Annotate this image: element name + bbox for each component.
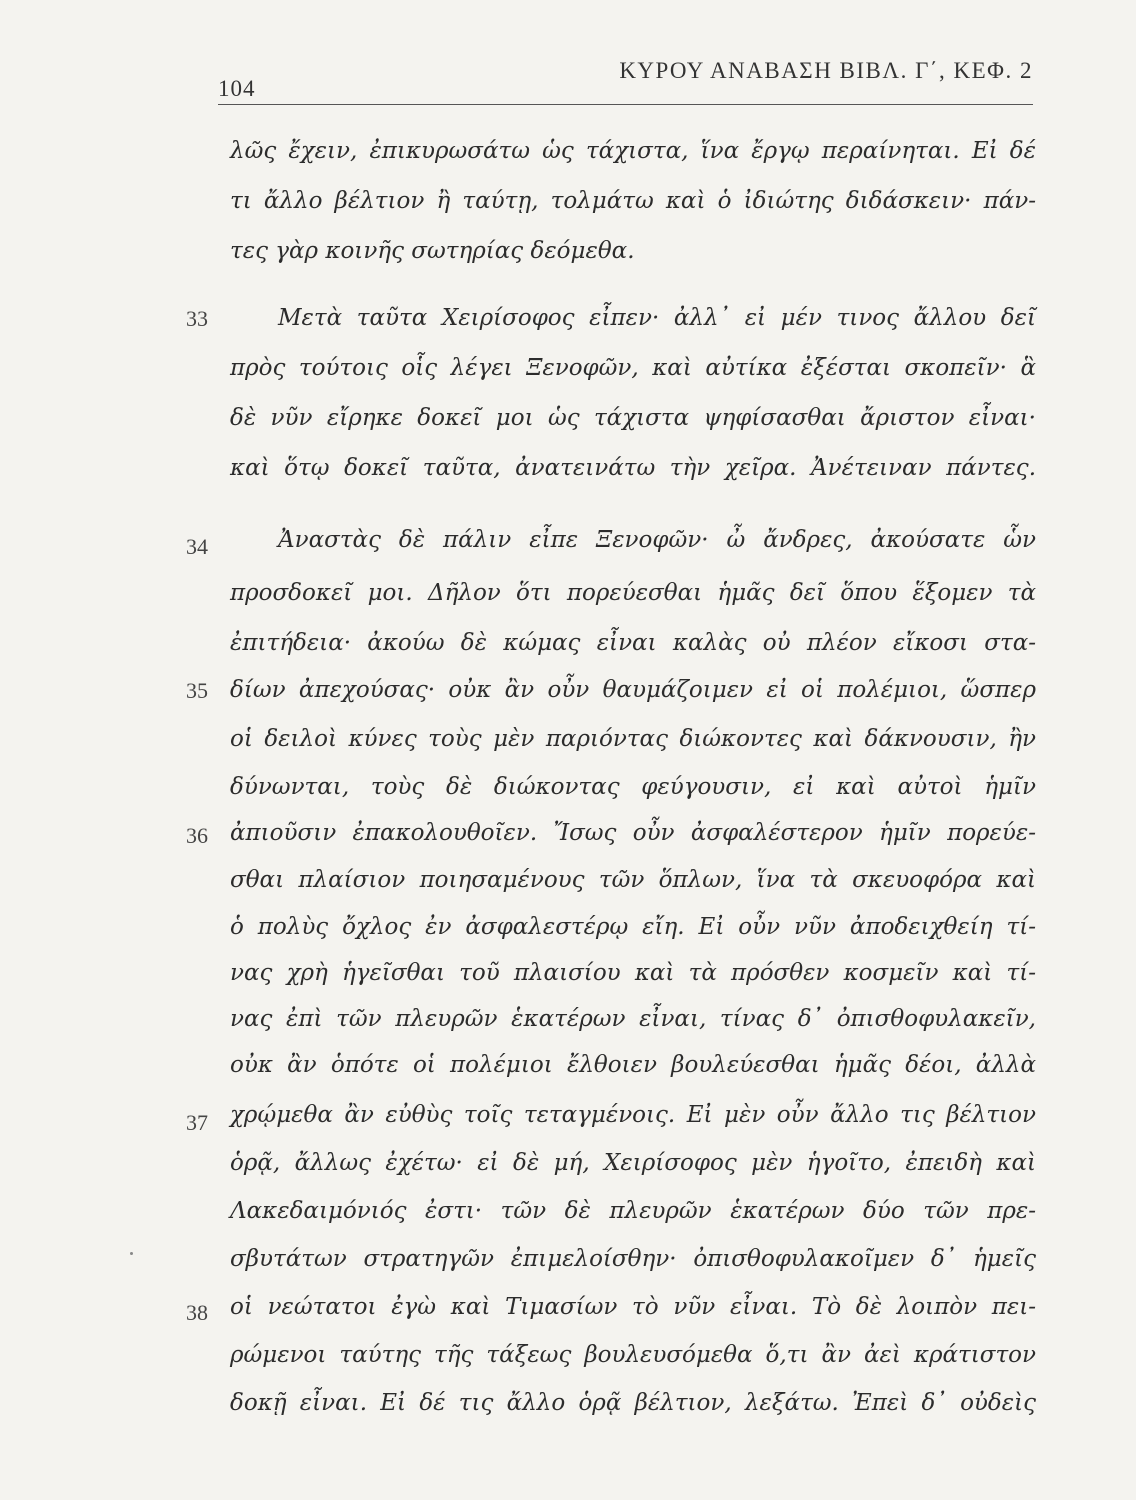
section-number: 35 bbox=[186, 678, 208, 703]
text-line: Μετὰ ταῦτα Χειρίσοφος εἶπεν· ἀλλ᾽ εἰ μέν τινος ἄλλου δεῖ bbox=[278, 305, 1036, 331]
text-line: ἀπιοῦσιν ἐπακολουθοῖεν. Ἴσως οὖν ἀσφαλέστερον ἡμῖν πορεύε- bbox=[230, 820, 1036, 846]
text-line: οὐκ ἂν ὁπότε οἱ πολέμιοι ἔλθοιεν βουλεύεσθαι ἡμᾶς δέοι, ἀλλὰ bbox=[230, 1052, 1036, 1078]
header-rule bbox=[218, 104, 1033, 105]
text-line: τι ἄλλο βέλτιον ἢ ταύτῃ, τολμάτω καὶ ὁ ἰδιώτης διδάσκειν· πάν- bbox=[230, 188, 1036, 214]
text-line: ἐπιτήδεια· ἀκούω δὲ κώμας εἶναι καλὰς οὐ πλέον εἴκοσι στα- bbox=[230, 630, 1036, 656]
text-line: οἱ νεώτατοι ἐγὼ καὶ Τιμασίων τὸ νῦν εἶναι. Τὸ δὲ λοιπὸν πει- bbox=[230, 1294, 1036, 1320]
text-line: Λακεδαιμόνιός ἐστι· τῶν δὲ πλευρῶν ἑκατέρων δύο τῶν πρε- bbox=[230, 1198, 1036, 1224]
text-line: προσδοκεῖ μοι. Δῆλον ὅτι πορεύεσθαι ἡμᾶς δεῖ ὅπου ἕξομεν τὰ bbox=[230, 580, 1036, 606]
text-line: Ἀναστὰς δὲ πάλιν εἶπε Ξενοφῶν· ὦ ἄνδρες, ἀκούσατε ὧν bbox=[278, 527, 1036, 553]
section-number: 34 bbox=[186, 534, 208, 559]
page-header bbox=[218, 58, 1033, 101]
text-line: καὶ ὅτῳ δοκεῖ ταῦτα, ἀνατεινάτω τὴν χεῖρα. Ἀνέτειναν πάντες. bbox=[230, 455, 1036, 481]
section-number: 33 bbox=[186, 306, 208, 331]
text-line: νας ἐπὶ τῶν πλευρῶν ἑκατέρων εἶναι, τίνας δ᾽ ὀπισθοφυλακεῖν, bbox=[230, 1006, 1036, 1032]
paper-speck bbox=[130, 1252, 133, 1255]
text-line: σθαι πλαίσιον ποιησαμένους τῶν ὅπλων, ἵνα τὰ σκευοφόρα καὶ bbox=[230, 867, 1036, 893]
text-line: χρῴμεθα ἂν εὐθὺς τοῖς τεταγμένοις. Εἰ μὲν οὖν ἄλλο τις βέλτιον bbox=[230, 1102, 1036, 1128]
text-line: δὲ νῦν εἴρηκε δοκεῖ μοι ὡς τάχιστα ψηφίσασθαι ἄριστον εἶναι· bbox=[230, 405, 1036, 431]
section-number: 38 bbox=[186, 1300, 208, 1325]
text-line: ρώμενοι ταύτης τῆς τάξεως βουλευσόμεθα ὅ,τι ἂν ἀεὶ κράτιστον bbox=[230, 1342, 1036, 1368]
text-line: λῶς ἔχειν, ἐπικυρωσάτω ὡς τάχιστα, ἵνα ἔργῳ περαίνηται. Εἰ δέ bbox=[230, 138, 1036, 164]
text-line: οἱ δειλοὶ κύνες τοὺς μὲν παριόντας διώκοντες καὶ δάκνουσιν, ἢν bbox=[230, 726, 1036, 752]
running-title: ΚΥΡΟΥ ΑΝΑΒΑΣΗ ΒΙΒΛ. Γ΄, ΚΕΦ. 2 bbox=[619, 58, 1033, 83]
section-number: 37 bbox=[186, 1110, 208, 1135]
text-line: δύνωνται, τοὺς δὲ διώκοντας φεύγουσιν, εἰ καὶ αὐτοὶ ἡμῖν bbox=[230, 774, 1036, 800]
text-line: τες γὰρ κοινῆς σωτηρίας δεόμεθα. bbox=[230, 238, 635, 264]
page-number: 104 bbox=[218, 76, 256, 101]
text-line: ὁρᾷ, ἄλλως ἐχέτω· εἰ δὲ μή, Χειρίσοφος μὲν ἡγοῖτο, ἐπειδὴ καὶ bbox=[230, 1150, 1036, 1176]
text-line: δοκῇ εἶναι. Εἰ δέ τις ἄλλο ὁρᾷ βέλτιον, λεξάτω. Ἐπεὶ δ᾽ οὐδεὶς bbox=[230, 1390, 1036, 1416]
text-line: πρὸς τούτοις οἷς λέγει Ξενοφῶν, καὶ αὐτίκα ἐξέσται σκοπεῖν· ἃ bbox=[230, 355, 1036, 381]
section-number: 36 bbox=[186, 823, 208, 848]
text-line: νας χρὴ ἡγεῖσθαι τοῦ πλαισίου καὶ τὰ πρόσθεν κοσμεῖν καὶ τί- bbox=[230, 960, 1036, 986]
text-line: ὁ πολὺς ὄχλος ἐν ἀσφαλεστέρῳ εἴη. Εἰ οὖν νῦν ἀποδειχθείη τί- bbox=[230, 914, 1036, 940]
text-line: σβυτάτων στρατηγῶν ἐπιμελοίσθην· ὀπισθοφυλακοῖμεν δ᾽ ἡμεῖς bbox=[230, 1246, 1036, 1272]
text-line: δίων ἀπεχούσας· οὐκ ἂν οὖν θαυμάζοιμεν εἰ οἱ πολέμιοι, ὥσπερ bbox=[230, 677, 1036, 703]
